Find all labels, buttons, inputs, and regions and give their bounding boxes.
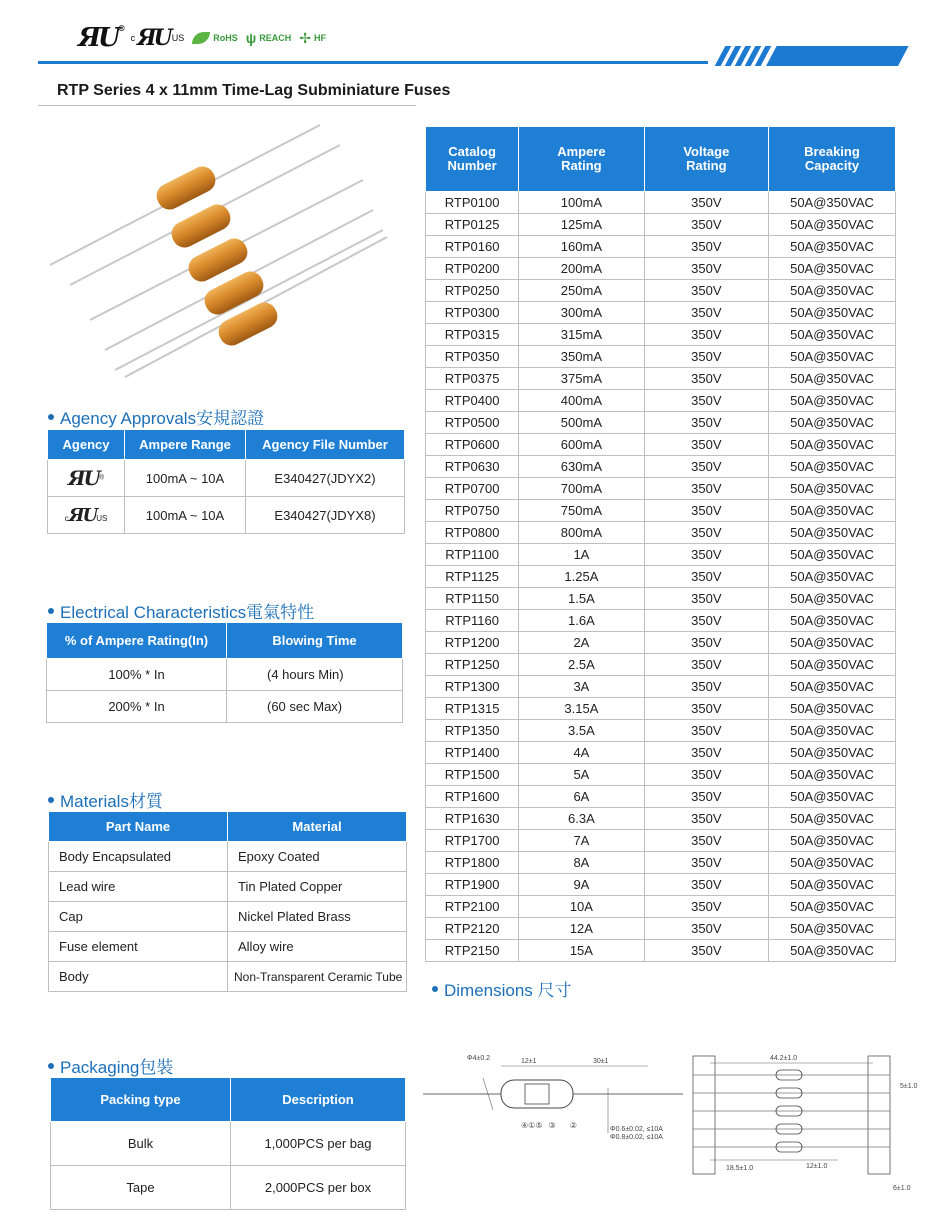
table-row [49,872,407,902]
dim-lead-dia-2: Φ0.8±0.02, ≤10A [610,1134,663,1141]
breaking-cell: 50A@350VAC [769,434,896,456]
catalog-number-cell: RTP0750 [426,500,519,522]
catalog-number-cell: RTP1250 [426,654,519,676]
catalog-number-cell: RTP2100 [426,896,519,918]
table-row [48,460,405,497]
dim-body-len: 12±1 [521,1058,537,1065]
bullet-icon [48,1063,54,1069]
time-cell: (60 sec Max) [227,691,403,723]
agency-col-range: Ampere Range [125,430,246,460]
breaking-cell: 50A@350VAC [769,500,896,522]
breaking-cell: 50A@350VAC [769,676,896,698]
dim-lead-dia-1: Φ0.6±0.02, ≤10A [610,1126,663,1133]
breaking-cell: 50A@350VAC [769,368,896,390]
title-rule [38,105,416,106]
table-row [426,214,896,236]
catalog-number-cell: RTP0100 [426,192,519,214]
voltage-cell: 350V [644,852,768,874]
catalog-number-cell: RTP0250 [426,280,519,302]
catalog-number-cell: RTP0600 [426,434,519,456]
ampere-cell: 1A [519,544,644,566]
table-row [426,280,896,302]
ampere-cell: 350mA [519,346,644,368]
catalog-number-cell: RTP1125 [426,566,519,588]
dim-span: 44.2±1.0 [770,1055,798,1062]
voltage-cell: 350V [644,676,768,698]
catalog-number-cell: RTP0300 [426,302,519,324]
breaking-cell: 50A@350VAC [769,192,896,214]
breaking-cell: 50A@350VAC [769,896,896,918]
voltage-cell: 350V [644,214,768,236]
table-row [47,659,403,691]
part-name-cell: Body [49,962,228,992]
catalog-number-cell: RTP2120 [426,918,519,940]
ul-logo: ЯU® [78,23,123,53]
electrical-header-row [47,623,403,659]
voltage-cell: 350V [644,346,768,368]
ampere-cell: 750mA [519,500,644,522]
table-row [426,390,896,412]
rating-cell: 200% * In [47,691,227,723]
breaking-cell: 50A@350VAC [769,412,896,434]
catalog-number-cell: RTP1600 [426,786,519,808]
breaking-cell: 50A@350VAC [769,390,896,412]
part-name-cell: Fuse element [49,932,228,962]
voltage-cell: 350V [644,522,768,544]
catalog-number-cell: RTP0630 [426,456,519,478]
catalog-number-cell: RTP0160 [426,236,519,258]
catalog-number-cell: RTP0800 [426,522,519,544]
certification-logos [78,22,326,54]
breaking-cell: 50A@350VAC [769,918,896,940]
catalog-number-cell: RTP0700 [426,478,519,500]
table-row [51,1122,406,1166]
page-title: RTP Series 4 x 11mm Time-Lag Subminiature Fuses [57,82,451,99]
catalog-number-cell: RTP1700 [426,830,519,852]
catalog-number-cell: RTP2150 [426,940,519,962]
breaking-cell: 50A@350VAC [769,324,896,346]
catalog-number-cell: RTP1500 [426,764,519,786]
table-row [426,742,896,764]
breaking-cell: 50A@350VAC [769,940,896,962]
ampere-cell: 3.5A [519,720,644,742]
electrical-col-time: Blowing Time [227,623,403,659]
ampere-cell: 2.5A [519,654,644,676]
voltage-cell: 350V [644,632,768,654]
breaking-cell: 50A@350VAC [769,764,896,786]
voltage-cell: 350V [644,764,768,786]
table-row [426,566,896,588]
ampere-cell: 6A [519,786,644,808]
breaking-cell: 50A@350VAC [769,654,896,676]
packaging-col-type: Packing type [51,1078,231,1122]
table-row [426,830,896,852]
catalog-number-cell: RTP1800 [426,852,519,874]
table-row [426,456,896,478]
part-name-cell: Lead wire [49,872,228,902]
table-row [426,808,896,830]
catalog-number-cell: RTP1300 [426,676,519,698]
catalog-header-row [426,127,896,192]
catalog-number-cell: RTP1100 [426,544,519,566]
voltage-cell: 350V [644,698,768,720]
table-row [426,698,896,720]
ampere-cell: 6.3A [519,808,644,830]
ampere-cell: 375mA [519,368,644,390]
catalog-table [425,126,896,962]
catalog-number-cell: RTP0315 [426,324,519,346]
ampere-cell: 700mA [519,478,644,500]
dim-dia: Φ4±0.2 [467,1055,491,1062]
rohs-logo: RoHS [192,32,238,44]
catalog-number-cell: RTP0350 [426,346,519,368]
voltage-cell: 350V [644,918,768,940]
voltage-cell: 350V [644,236,768,258]
ampere-cell: 1.5A [519,588,644,610]
table-row [426,588,896,610]
dim-tape: 6±1.0 [893,1185,911,1192]
ampere-cell: 300mA [519,302,644,324]
table-row [426,940,896,962]
material-cell: Non-Transparent Ceramic Tube [228,962,407,992]
breaking-cell: 50A@350VAC [769,302,896,324]
materials-table [48,811,407,992]
time-cell: (4 hours Min) [227,659,403,691]
voltage-cell: 350V [644,412,768,434]
agency-file: E340427(JDYX8) [246,497,405,534]
catalog-number-cell: RTP1160 [426,610,519,632]
rating-cell: 100% * In [47,659,227,691]
breaking-cell: 50A@350VAC [769,588,896,610]
ampere-cell: 10A [519,896,644,918]
breaking-cell: 50A@350VAC [769,544,896,566]
catalog-number-cell: RTP1900 [426,874,519,896]
packaging-header-row [51,1078,406,1122]
catalog-body [426,192,896,962]
breaking-cell: 50A@350VAC [769,214,896,236]
ampere-cell: 7A [519,830,644,852]
dim-lead-len: 30±1 [593,1058,609,1065]
breaking-cell: 50A@350VAC [769,280,896,302]
catalog-col-header: Catalog Number [426,127,519,192]
part-name-cell: Cap [49,902,228,932]
cul-recognized-icon: cЯUUS [48,497,125,534]
ampere-cell: 3A [519,676,644,698]
table-row [426,192,896,214]
packing-desc-cell: 2,000PCS per box [231,1166,406,1210]
agency-range: 100mA ~ 10A [125,497,246,534]
voltage-cell: 350V [644,368,768,390]
table-row [426,346,896,368]
agency-file: E340427(JDYX2) [246,460,405,497]
cul-logo: c ЯU US [130,25,185,51]
dim-offset: 18.5±1.0 [726,1165,754,1172]
breaking-cell: 50A@350VAC [769,456,896,478]
table-row [426,852,896,874]
table-row [49,902,407,932]
hf-logo: ✢ HF [299,29,327,46]
voltage-cell: 350V [644,786,768,808]
catalog-number-cell: RTP1400 [426,742,519,764]
table-row [426,434,896,456]
header-accent-block [766,46,909,66]
table-row [426,764,896,786]
breaking-cell: 50A@350VAC [769,698,896,720]
voltage-cell: 350V [644,478,768,500]
catalog-number-cell: RTP1150 [426,588,519,610]
materials-col-material: Material [228,812,407,842]
packing-desc-cell: 1,000PCS per bag [231,1122,406,1166]
voltage-cell: 350V [644,192,768,214]
fuse-product-image [45,115,405,390]
table-row [426,368,896,390]
bullet-icon [432,986,438,992]
voltage-cell: 350V [644,808,768,830]
packaging-col-description: Description [231,1078,406,1122]
ampere-cell: 400mA [519,390,644,412]
voltage-cell: 350V [644,720,768,742]
bullet-icon [48,797,54,803]
voltage-cell: 350V [644,434,768,456]
table-row [426,720,896,742]
ampere-cell: 1.25A [519,566,644,588]
dimensions-heading: Dimensions 尺寸 [432,976,572,1001]
ampere-cell: 8A [519,852,644,874]
electrical-heading: Electrical Characteristics電氣特性 [48,598,314,623]
breaking-cell: 50A@350VAC [769,720,896,742]
voltage-cell: 350V [644,324,768,346]
ampere-cell: 9A [519,874,644,896]
table-row [426,258,896,280]
catalog-number-cell: RTP0200 [426,258,519,280]
material-cell: Alloy wire [228,932,407,962]
catalog-number-cell: RTP0500 [426,412,519,434]
ampere-cell: 5A [519,764,644,786]
breaking-cell: 50A@350VAC [769,478,896,500]
breaking-cell: 50A@350VAC [769,808,896,830]
material-cell: Epoxy Coated [228,842,407,872]
breaking-cell: 50A@350VAC [769,522,896,544]
breaking-cell: 50A@350VAC [769,852,896,874]
catalog-number-cell: RTP1315 [426,698,519,720]
table-row [49,962,407,992]
packing-type-cell: Tape [51,1166,231,1210]
bullet-icon [48,414,54,420]
table-row [426,918,896,940]
voltage-cell: 350V [644,830,768,852]
voltage-cell: 350V [644,500,768,522]
ampere-cell: 500mA [519,412,644,434]
dim-pitch: 5±1.0 [900,1083,918,1090]
ampere-cell: 200mA [519,258,644,280]
breaking-cell: 50A@350VAC [769,830,896,852]
table-row [426,500,896,522]
packaging-heading: Packaging包裝 [48,1053,173,1078]
table-row [48,497,405,534]
table-row [51,1166,406,1210]
catalog-number-cell: RTP1630 [426,808,519,830]
voltage-cell: 350V [644,258,768,280]
voltage-cell: 350V [644,940,768,962]
electrical-col-rating: % of Ampere Rating(In) [47,623,227,659]
voltage-cell: 350V [644,390,768,412]
materials-body [49,842,407,992]
agency-heading: Agency Approvals安規認證 [48,404,264,429]
ampere-cell: 15A [519,940,644,962]
table-row [426,786,896,808]
agency-header-row [48,430,405,460]
voltage-cell: 350V [644,896,768,918]
ampere-cell: 250mA [519,280,644,302]
ampere-cell: 125mA [519,214,644,236]
part-name-cell: Body Encapsulated [49,842,228,872]
catalog-col-header: Breaking Capacity [769,127,896,192]
table-row [426,654,896,676]
catalog-number-cell: RTP1200 [426,632,519,654]
ampere-cell: 315mA [519,324,644,346]
catalog-number-cell: RTP0400 [426,390,519,412]
voltage-cell: 350V [644,566,768,588]
breaking-cell: 50A@350VAC [769,566,896,588]
material-cell: Tin Plated Copper [228,872,407,902]
voltage-cell: 350V [644,302,768,324]
table-row [426,478,896,500]
table-row [426,236,896,258]
table-row [426,544,896,566]
voltage-cell: 350V [644,610,768,632]
table-row [426,522,896,544]
table-row [426,302,896,324]
ampere-cell: 12A [519,918,644,940]
table-row [426,632,896,654]
table-row [426,324,896,346]
reach-logo: ψ REACH [245,30,292,46]
ampere-cell: 160mA [519,236,644,258]
ampere-cell: 630mA [519,456,644,478]
header-rule [38,61,708,64]
voltage-cell: 350V [644,280,768,302]
voltage-cell: 350V [644,544,768,566]
table-row [49,932,407,962]
material-cell: Nickel Plated Brass [228,902,407,932]
catalog-number-cell: RTP0125 [426,214,519,236]
voltage-cell: 350V [644,874,768,896]
breaking-cell: 50A@350VAC [769,874,896,896]
catalog-number-cell: RTP1350 [426,720,519,742]
materials-col-part: Part Name [49,812,228,842]
breaking-cell: 50A@350VAC [769,742,896,764]
breaking-cell: 50A@350VAC [769,346,896,368]
dim-body: 12±1.0 [806,1163,828,1170]
materials-header-row [49,812,407,842]
ampere-cell: 600mA [519,434,644,456]
packing-type-cell: Bulk [51,1122,231,1166]
table-row [49,842,407,872]
catalog-col-header: Voltage Rating [644,127,768,192]
electrical-table [46,622,403,723]
table-row [426,676,896,698]
dim-callouts: ④①⑤ ③ ② [521,1121,577,1130]
agency-table [47,429,405,534]
breaking-cell: 50A@350VAC [769,632,896,654]
agency-range: 100mA ~ 10A [125,460,246,497]
ampere-cell: 3.15A [519,698,644,720]
bullet-icon [48,608,54,614]
fuse-dimension-drawing [423,1048,683,1148]
breaking-cell: 50A@350VAC [769,786,896,808]
materials-heading: Materials材質 [48,787,163,812]
voltage-cell: 350V [644,456,768,478]
agency-col-agency: Agency [48,430,125,460]
ul-recognized-icon: ЯU® [48,460,125,497]
breaking-cell: 50A@350VAC [769,258,896,280]
table-row [426,874,896,896]
catalog-number-cell: RTP0375 [426,368,519,390]
voltage-cell: 350V [644,654,768,676]
voltage-cell: 350V [644,742,768,764]
table-row [426,896,896,918]
breaking-cell: 50A@350VAC [769,236,896,258]
table-row [47,691,403,723]
table-row [426,610,896,632]
voltage-cell: 350V [644,588,768,610]
ampere-cell: 800mA [519,522,644,544]
packaging-table [50,1077,406,1210]
agency-col-file: Agency File Number [246,430,405,460]
tape-dimension-drawing [688,1048,933,1198]
ampere-cell: 2A [519,632,644,654]
ampere-cell: 100mA [519,192,644,214]
breaking-cell: 50A@350VAC [769,610,896,632]
catalog-col-header: Ampere Rating [519,127,644,192]
ampere-cell: 1.6A [519,610,644,632]
ampere-cell: 4A [519,742,644,764]
table-row [426,412,896,434]
